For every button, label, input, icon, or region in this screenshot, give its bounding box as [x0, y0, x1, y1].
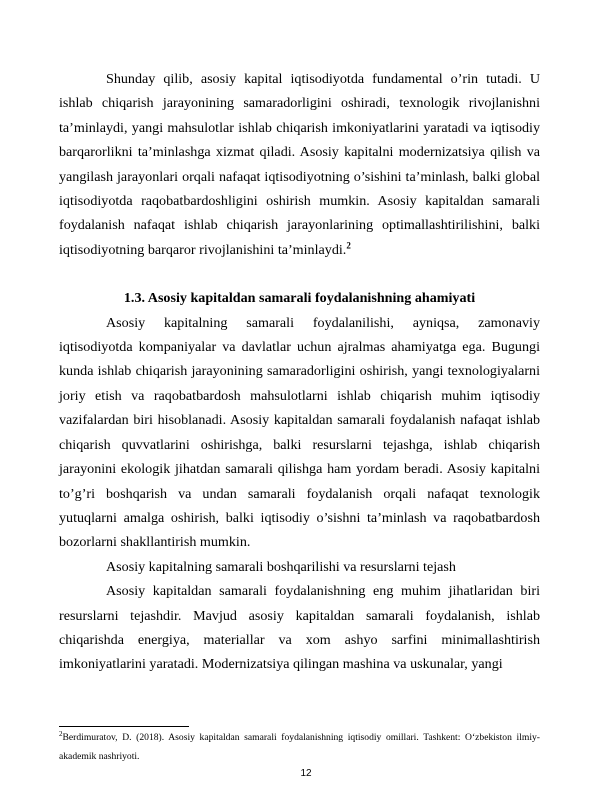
paragraph: Asosiy kapitaldan samarali foydalanishning eng muhim jihatlaridan biri resurslarni tejashdir. Mavjud asosiy kapitaldan samarali foydalanish, ishlab chiqarishda energiya, materiallar va xom ashyo sarfini minimallashtirish imkoniyatlarini yaratadi. Modernizatsiya qilingan mashina va uskunalar, yangi: [59, 583, 540, 673]
footnote-reference: 2: [346, 240, 351, 251]
footnote-marker: 2: [59, 729, 63, 738]
paragraph-text: Shunday qilib, asosiy kapital iqtisodiyotda fundamental o’rin tutadi. U ishlab chiqarish jarayonining samaradorligini oshiradi, texnologik rivojlanishni ta’minlaydi, yangi mahsulotlar ishlab chiqarish imkoniyatlarini yaratadi va iqtisodiy barqarorlikni ta’minlashga xizmat qiladi. Asosiy kapitalni modernizatsiya qilish va yangilash jarayonlari orqali nafaqat iqtisodiyotning o’sishini ta’minlash, balki global iqtisodiyotda raqobatbardoshligini oshirish mumkin. Asosiy kapitaldan samarali foydalanish nafaqat ishlab chiqarish jarayonlarining optimallashtirilishini, balki iqtisodiyotning barqaror rivojlanishini ta’minlaydi.: [59, 71, 540, 258]
footnote-text: Berdimuratov, D. (2018). Asosiy kapitaldan samarali foydalanishning iqtisodiy omillari. Tashkent: O‘zbekiston ilmiy-akademik nashriyoti.: [59, 732, 540, 762]
paragraph: Asosiy kapitalning samarali boshqarilishi va resurslarni tejash: [106, 558, 456, 575]
footnote-separator: [59, 726, 189, 727]
paragraph: Asosiy kapitalning samarali foydalanilishi, ayniqsa, zamonaviy iqtisodiyotda kompaniyalar va davlatlar uchun ajralmas ahamiyatga ega. Bugungi kunda ishlab chiqarish jarayonining samaradorligini oshirish, yangi texnologiyalarni joriy etish va raqobatbardosh mahsulotlarni ishlab chiqarish muhim iqtisodiy vazifalardan biri hisoblanadi. Asosiy kapitaldan samarali foydalanish nafaqat ishlab chiqarish quvvatlarini oshirishga, balki resurslarni tejashga, ishlab chiqarish jarayonini ekologik jihatdan samarali qilishga ham yordam beradi. Asosiy kapitalni to’g’ri boshqarish va undan samarali foydalanish orqali nafaqat texnologik yutuqlarni amalga oshirish, balki iqtisodiy o’sishni ta’minlash va raqobatbardosh bozorlarni shakllantirish mumkin.: [59, 314, 540, 551]
footnote: [59, 729, 540, 766]
paragraph: [59, 67, 540, 262]
body-text: [59, 67, 540, 677]
page-number: 12: [300, 768, 312, 779]
section-heading: 1.3. Asosiy kapitaldan samarali foydalanishning ahamiyati: [123, 290, 476, 307]
